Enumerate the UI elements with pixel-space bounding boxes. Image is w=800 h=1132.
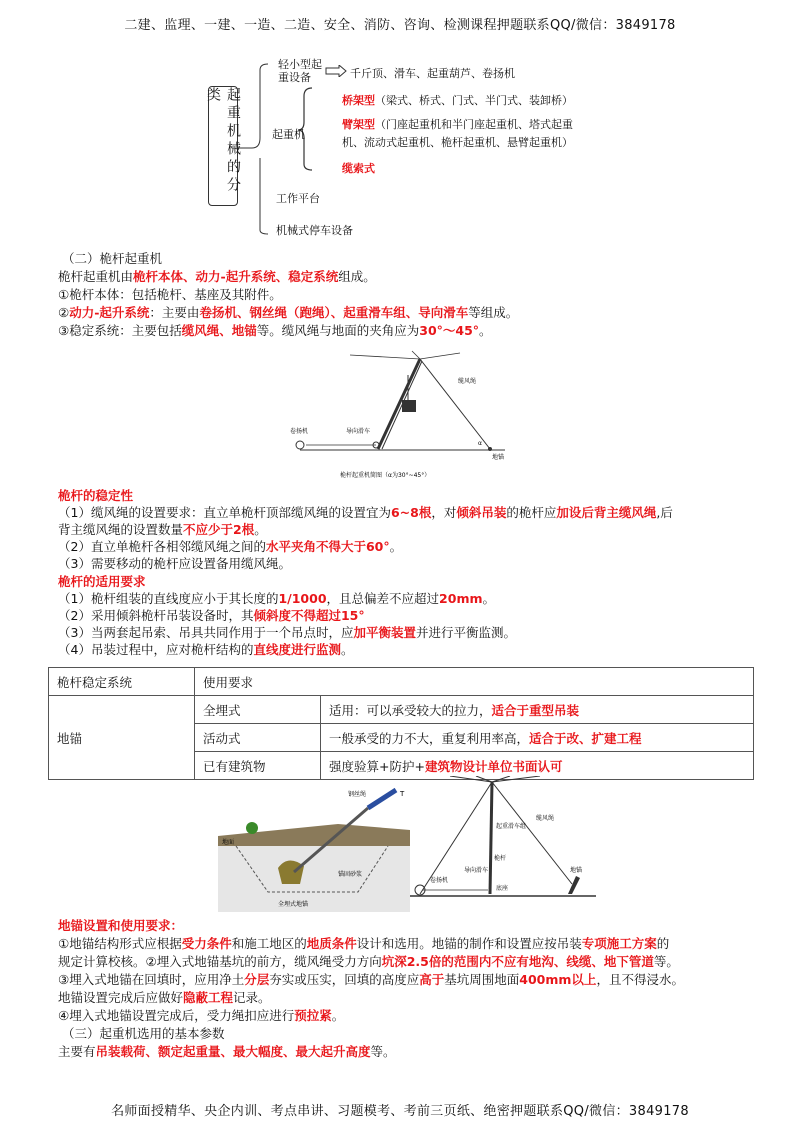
arrow-right-icon xyxy=(325,65,347,77)
table-cell-type: 全埋式 xyxy=(195,696,321,724)
sec2-line-1: 桅杆起重机由桅杆本体、动力-起升系统、稳定系统组成。 xyxy=(58,269,376,284)
boom-type-cont: 机、流动式起重机、桅杆起重机、悬臂起重机） xyxy=(342,136,573,149)
stability-item-1: （1）缆风绳的设置要求：直立单桅杆顶部缆风绳的设置宜为6~8根，对倾斜吊装的桅杆应加设后背主缆风绳,后 xyxy=(58,505,673,520)
bridge-type: 桥架型（梁式、桥式、门式、半门式、装卸桥） xyxy=(342,94,573,107)
sec2-line-4: ③稳定系统：主要包括缆风绳、地锚等。缆风绳与地面的夹角应为30°～45°。 xyxy=(58,323,492,338)
stability-item-2: （2）直立单桅杆各相邻缆风绳之间的水平夹角不得大于60°。 xyxy=(58,539,403,554)
usage-item-2: （2）采用倾斜桅杆吊装设备时，其倾斜度不得超过15° xyxy=(58,608,365,623)
fig2-label-t: T xyxy=(400,790,405,798)
stability-item-1-cont: 背主缆风绳的设置数量不应少于2根。 xyxy=(58,522,267,537)
load-block-icon xyxy=(402,400,416,412)
fig2-caption: 全埋式地锚 xyxy=(278,901,309,908)
sec2-line-3: ②动力-起升系统：主要由卷扬机、钢丝绳（跑绳）、起重滑车组、导向滑车等组成。 xyxy=(58,305,519,320)
table-cell-req: 适用：可以承受较大的拉力，适合于重型吊装 xyxy=(321,696,754,724)
table-cell-type: 已有建筑物 xyxy=(195,752,321,780)
parking-equipment: 机械式停车设备 xyxy=(276,224,353,237)
anchor-req-1: ①地锚结构形式应根据受力条件和施工地区的地质条件设计和选用。地锚的制作和设置应按吊装专项施工方案的 xyxy=(58,936,670,951)
anchor-req-2: 规定计算校核。②埋入式地锚基坑的前方，缆风绳受力方向坑深2.5倍的范围内不应有地沟、线缆、地下管道等。 xyxy=(58,954,679,969)
sec2-line-2: ①桅杆本体：包括桅杆、基座及其附件。 xyxy=(58,287,282,302)
light-equipment-desc: 千斤顶、滑车、起重葫芦、卷扬机 xyxy=(350,67,515,80)
anchor-block-icon xyxy=(278,860,304,884)
fig1-cable-label: 缆风绳 xyxy=(458,378,477,385)
table-header-cell: 使用要求 xyxy=(195,668,754,696)
light-equipment-label: 轻小型起重设备 xyxy=(278,58,322,84)
classification-braces xyxy=(238,58,358,238)
section-3-heading: （三）起重机选用的基本参数 xyxy=(62,1026,225,1041)
sec3-line-1: 主要有吊装载荷、额定起重量、最大幅度、最大起升高度等。 xyxy=(58,1044,396,1059)
fig2-label-1: 钢丝绳 xyxy=(348,791,367,798)
table-cell-type: 活动式 xyxy=(195,724,321,752)
fig1-caption: 桅杆起重机简图（α为30°~45°） xyxy=(340,472,431,479)
usage-item-1: （1）桅杆组装的直线度应小于其长度的1/1000，且总偏差不应超过20mm。 xyxy=(58,591,496,606)
table-header-cell: 桅杆稳定系统 xyxy=(49,668,195,696)
table-header-row xyxy=(49,668,754,696)
fig3-mast-label: 桅杆 xyxy=(494,855,507,862)
usage-item-3: （3）当两套起吊索、吊具共同作用于一个吊点时，应加平衡装置并进行平衡监测。 xyxy=(58,625,516,640)
fig3-winch-label: 卷扬机 xyxy=(430,877,449,884)
mast-cable-figure xyxy=(410,776,596,916)
winch-icon xyxy=(296,441,304,449)
table-cell-req: 一般承受的力不大，重复利用率高，适合于改、扩建工程 xyxy=(321,724,754,752)
usage-item-4: （4）吊装过程中，应对桅杆结构的直线度进行监测。 xyxy=(58,642,354,657)
buried-anchor-figure xyxy=(218,784,410,912)
usage-title: 桅杆的适用要求 xyxy=(58,574,146,589)
anchor-req-3: ③埋入式地锚在回填时，应用净土分层夯实或压实，回填的高度应高于基坑周围地面400mm以上，且不得浸水。 xyxy=(58,972,684,987)
page-footer: 名师面授精华、央企内训、考点串讲、习题模考、考前三页纸、绝密押题联系QQ/微信：3849178 xyxy=(111,1104,689,1119)
work-platform: 工作平台 xyxy=(276,192,320,205)
table-cell-anchor: 地锚 xyxy=(49,696,195,780)
fig3-rope-label: 起重滑车组 xyxy=(496,823,527,830)
fig1-alpha-label: α xyxy=(478,440,482,447)
anchor-req-3-cont: 地锚设置完成后应做好隐蔽工程记录。 xyxy=(58,990,271,1005)
plant-icon xyxy=(246,822,258,834)
anchor-req-title: 地锚设置和使用要求： xyxy=(58,918,184,933)
stability-item-3: （3）需要移动的桅杆应设置备用缆风绳。 xyxy=(58,556,291,571)
mast-crane-figure xyxy=(280,345,530,480)
cable-type: 缆索式 xyxy=(342,162,375,175)
crane-label: 起重机 xyxy=(272,128,305,141)
fig3-guide-label: 导向滑车 xyxy=(464,867,489,874)
fig2-label-2: 地面 xyxy=(222,839,235,846)
boom-type: 臂架型（门座起重机和半门座起重机、塔式起重 xyxy=(342,118,573,131)
section-2-heading: （二）桅杆起重机 xyxy=(62,251,163,266)
page-header: 二建、监理、一建、一造、二造、安全、消防、咨询、检测课程押题联系QQ/微信：3849178 xyxy=(124,18,676,33)
fig3-anchor-label: 地锚 xyxy=(570,867,583,874)
fig3-cable-label: 缆风绳 xyxy=(536,815,555,822)
stability-title: 桅杆的稳定性 xyxy=(58,488,134,503)
fig1-winch-label: 卷扬机 xyxy=(290,428,309,435)
classification-root: 起重机械的分类 xyxy=(208,86,238,206)
anchor-icon xyxy=(568,876,580,894)
table-cell-req: 强度验算+防护+建筑物设计单位书面认可 xyxy=(321,752,754,780)
table-row xyxy=(49,696,754,724)
anchor-table xyxy=(48,667,754,780)
fig1-anchor-label: 地锚 xyxy=(492,454,505,461)
fig1-guide-label: 导向滑车 xyxy=(346,428,371,435)
fig2-label-3: 锚固砂浆 xyxy=(338,871,363,878)
anchor-req-4: ④埋入式地锚设置完成后，受力绳扣应进行预拉紧。 xyxy=(58,1008,345,1023)
fig3-base-label: 底座 xyxy=(496,885,509,892)
